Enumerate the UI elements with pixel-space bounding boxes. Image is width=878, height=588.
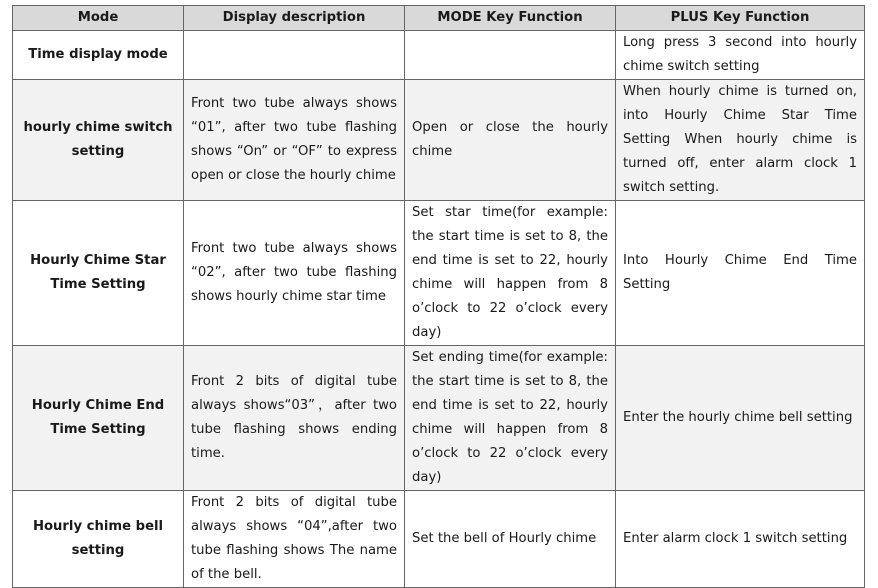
mode-key-cell: Set star time(for example: the start time is set to 8, the end time is set to 22, hourly chime will happen from 8 o’clock to 22 o’clock every day) [405, 201, 616, 346]
table-header-row [13, 6, 865, 31]
display-cell: Front 2 bits of digital tube always shows “04”,after two tube flashing shows The name of the bell. [184, 491, 405, 588]
plus-key-cell: Enter the hourly chime bell setting [616, 346, 865, 491]
plus-key-cell: Into Hourly Chime End Time Setting [616, 201, 865, 346]
table-row [13, 346, 865, 491]
table-row [13, 80, 865, 201]
table-row [13, 201, 865, 346]
mode-cell: Hourly Chime Star Time Setting [13, 201, 184, 346]
mode-cell: Hourly Chime End Time Setting [13, 346, 184, 491]
mode-cell: hourly chime switch setting [13, 80, 184, 201]
display-cell: Front 2 bits of digital tube always shows“03”，after two tube flashing shows ending time. [184, 346, 405, 491]
header-mode: Mode [13, 6, 184, 31]
header-display-description: Display description [184, 6, 405, 31]
display-cell: Front two tube always shows “02”, after two tube flashing shows hourly chime star time [184, 201, 405, 346]
mode-cell: Time display mode [13, 31, 184, 80]
display-cell [184, 31, 405, 80]
table-row [13, 491, 865, 588]
plus-key-cell: Enter alarm clock 1 switch setting [616, 491, 865, 588]
mode-key-cell [405, 31, 616, 80]
mode-key-cell: Set the bell of Hourly chime [405, 491, 616, 588]
header-mode-key-function: MODE Key Function [405, 6, 616, 31]
display-cell: Front two tube always shows “01”, after two tube flashing shows “On” or “OF” to express open or close the hourly chime [184, 80, 405, 201]
mode-key-cell: Open or close the hourly chime [405, 80, 616, 201]
table-row [13, 31, 865, 80]
plus-key-cell: Long press 3 second into hourly chime switch setting [616, 31, 865, 80]
plus-key-cell: When hourly chime is turned on, into Hourly Chime Star Time Setting When hourly chime is turned off, enter alarm clock 1 switch setting. [616, 80, 865, 201]
mode-key-cell: Set ending time(for example: the start time is set to 8, the end time is set to 22, hourly chime will happen from 8 o’clock to 22 o’clock every day) [405, 346, 616, 491]
mode-cell: Hourly chime bell setting [13, 491, 184, 588]
header-plus-key-function: PLUS Key Function [616, 6, 865, 31]
mode-function-table [12, 5, 865, 588]
